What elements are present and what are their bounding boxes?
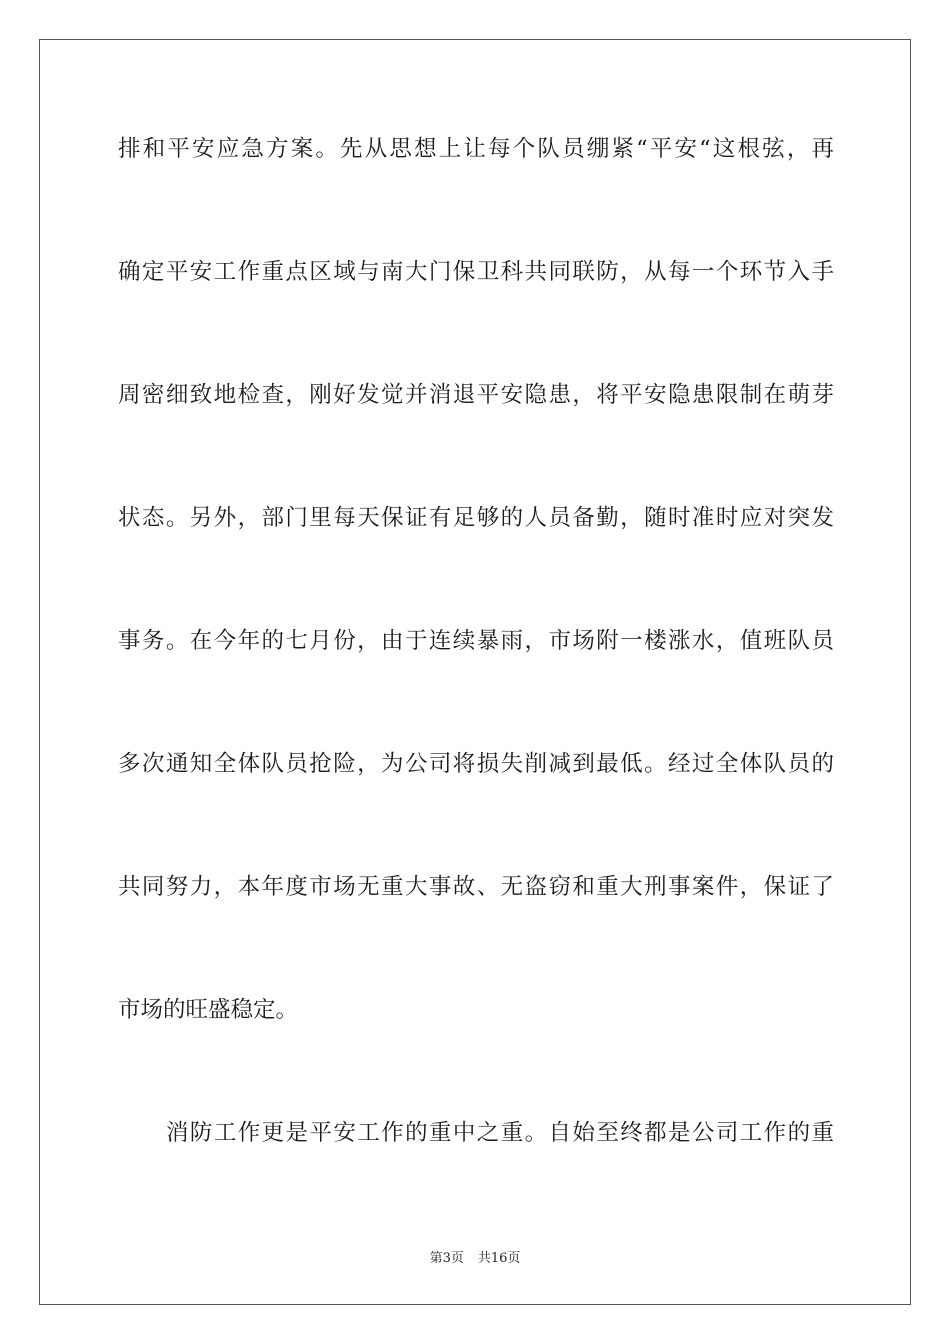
page-number: 第3页 <box>429 1251 464 1266</box>
text-line-2: 确定平安工作重点区域与南大门保卫科共同联防，从每一个环节入手 <box>118 259 834 285</box>
text-line-9: 消防工作更是平安工作的重中之重。自始至终都是公司工作的重 <box>166 1120 834 1146</box>
page-footer <box>0 1247 950 1266</box>
text-line-7: 共同努力，本年度市场无重大事故、无盗窃和重大刑事案件，保证了 <box>118 874 834 900</box>
text-line-5: 事务。在今年的七月份，由于连续暴雨，市场附一楼涨水，值班队员 <box>118 628 834 654</box>
text-line-4: 状态。另外，部门里每天保证有足够的人员备勤，随时准时应对突发 <box>118 505 834 531</box>
page-total: 共16页 <box>477 1251 521 1266</box>
text-line-6: 多次通知全体队员抢险，为公司将损失削减到最低。经过全体队员的 <box>118 751 834 777</box>
text-line-1: 排和平安应急方案。先从思想上让每个队员绷紧“平安“这根弦，再 <box>118 136 834 162</box>
text-line-8: 市场的旺盛稳定。 <box>118 997 299 1023</box>
text-line-3: 周密细致地检查，刚好发觉并消退平安隐患，将平安隐患限制在萌芽 <box>118 382 834 408</box>
